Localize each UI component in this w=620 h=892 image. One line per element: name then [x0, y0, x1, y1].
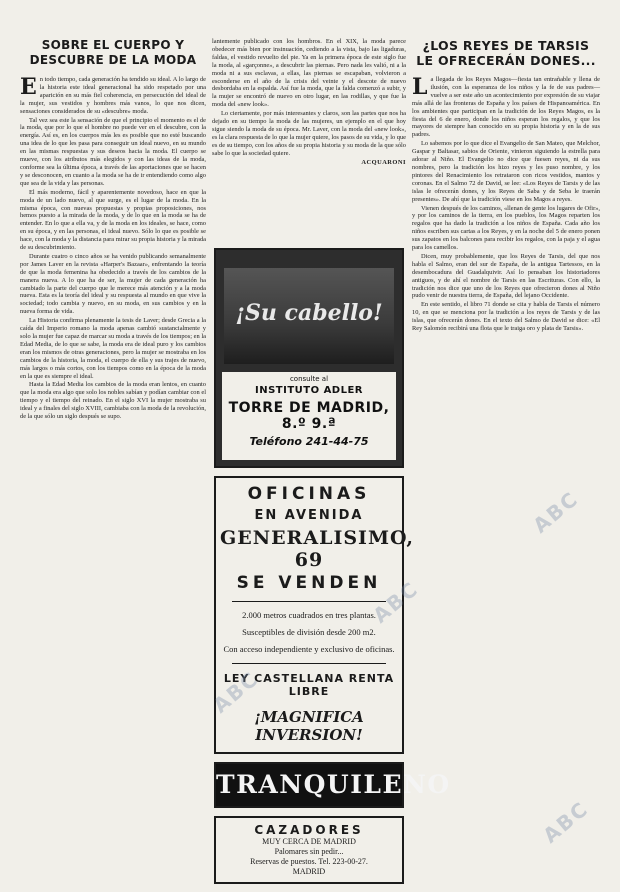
offices-access: Con acceso independiente y exclusivo de oficinas. [223, 644, 395, 654]
left-paragraph: Durante cuatro o cinco años se ha venido publicando semanalmente por James Laver en la revista «Harper's Bazaar», enfrentando la teoría de que la moda femenina ha obedecido a través de los cambios de la manera nueva. A lo que ha de ser, la mujer de cada generación ha cambiado la parte del cuerpo que le merece más atención y a la moda nueva. Esta es la teoría del ideal y su respuesta al mundo en que vive la sociedad; todo cambia y nuevo, en su moda, en sus cambios y en la nueva forma de vida. [20, 252, 206, 316]
hair-ad-address: TORRE DE MADRID, 8.º 9.ª [228, 400, 390, 432]
offices-street: GENERALISIMO, 69 [220, 527, 415, 571]
tranquileno-ad: TRANQUILENO [214, 762, 404, 808]
right-paragraph: En este sentido, el libro 71 donde se cita y habla de Tarsis el número 10, en que se menciona por la tradición a los reyes de Tarsis y de las islas, que ofrecerán dones. En el texto del Salmo de David se dice: «El Rey Salomón recibirá una flota que le traiga oro y plata de Tarsis». [412, 301, 600, 333]
hunters-reservations: Reservas de puestos. Tel. 223-00-27. [250, 857, 368, 866]
left-headline: SOBRE EL CUERPO Y DESCUBRE DE LA MODA [29, 38, 197, 67]
left-paragraph: Hasta la Edad Media los cambios de la moda eran lentos, en cuanto que la moda era algo que solo los nobles sabían y podían cambiar con el tiempo y el tiempo del reinado. En el siglo XVI la mujer mostraba su ideal y a finales del siglo XVIII, cambiaba con la moda de la revolución, de la que sólo un siglo después se supo. [20, 381, 206, 421]
hair-ad-phone: Teléfono 241-44-75 [249, 435, 369, 448]
right-paragraph: Vienen después de los caminos, «llenan de gente los lugares de Ofir», y por los caminos de la tierra, en los pueblos, los Magos reparten los regalos que ha dado la tradición a los niños de España. Cada año los niños escriben sus cartas a los Reyes, y en la noche del 5 de enero ponen sus zapatos en los balcones para recibir los regalos, con la paja y el agua para los camellos. [412, 204, 600, 252]
watermark: ABC [208, 666, 264, 718]
hair-ad-consult: consulte al [289, 375, 329, 383]
offices-investment: ¡MAGNIFICA INVERSION! [254, 708, 364, 744]
left-drop-cap: E [20, 74, 37, 100]
right-headline: ¿LOS REYES DE TARSIS LE OFRECERÁN DONES... [416, 38, 596, 68]
hunters-ad [214, 816, 404, 884]
right-paragraph: a llegada de los Reyes Magos—fiesta tan entrañable y llena de ilusión, con la esperanza de los niños y la fe de sus padres—vuelve a ser este año un acontecimiento por expresión de su viajar más allá de las fronteras de España y los países de Hispanoamérica. En los ambientes que participan en la tradición de los Reyes Magos, es la fiesta del 6 de enero, donde los niños esperan los regalos, y que los mayores de siempre han conocido en su propia historia y en la de sus padres. [412, 76, 600, 139]
right-drop-cap: L [412, 74, 428, 100]
hair-ad [214, 248, 404, 468]
offices-for-sale: SE VENDEN [236, 573, 382, 593]
mid-paragraph: lantemente publicado con los hombros. En el XIX, la moda parece obedecer más bien por insinuación, cediendo a la vista, bajo las ligaduras, faldas, el vestido revuelto del pie. Ya en la primera época de este siglo fue la moda, al «garçonne», a descubrir las piernas. Pero nada les valió, ni a la moda ni a sus esclavas, a ellas, las piernas se escapaban, volvieron a esconderse en el año de la crisis del veinte y el descote de nuevo desbordaba en la espalda. Así fue la moda, que la falda comenzó a subir, y la mujer se encontró de nuevo en otro lugar, en las rodillas, y que fue la moda del «new look». [212, 38, 406, 109]
watermark: ABC [368, 576, 424, 628]
right-paragraph: Lo sabemos por lo que dice el Evangelio de San Mateo, que Melchor, Gaspar y Baltasar, sabios de Oriente, vinieron siguiendo la estrella para adorar al Niño. El Evangelio no dice que fuesen reyes, ni da sus nombres, pero la tradición los hizo reyes y les puso nombre, y los pintores del Renacimiento los retrataron con ricos vestidos, mantos y coronas. En el Salmo 72 de David, se lee: «Los Reyes de Tarsis y de las islas le ofrecerán dones, y los Reyes de Saba y de Seba le traerán presentes». De ahí que la tradición viese en los Magos a reyes. [412, 140, 600, 203]
hair-ad-info [222, 372, 396, 460]
divider [232, 601, 386, 602]
watermark: ABC [538, 796, 594, 848]
divider [232, 663, 386, 664]
hunters-title: CAZADORES [254, 823, 364, 837]
left-paragraph: n todo tiempo, cada generación ha tendido su ideal. A lo largo de la historia este ideal generacional ha sido respetado por una aparición en su más fiel coherencia, en persecución del ideal de la mujer, sus vestidos y hombres más vanos, lo que nos dicen, sensaciones considerados de su «descubre» moda. [20, 76, 206, 115]
hair-ad-banner: ¡Su cabello! [235, 300, 383, 326]
offices-title: OFICINAS [247, 484, 371, 504]
middle-article [212, 38, 406, 248]
offices-location-label: EN AVENIDA [254, 508, 364, 523]
left-paragraph: Tal vez sea este la sensación de que el principio el momento es el de la moda, que por lo que el hombre no puede ver en el descubre, con la energía. Así es, en los cuerpos más les es posible que no esté buscando una idea de lo que les pasa para conseguir un ideal nuevo, en su mundo en las mismas respuestas y sus deseos hacia la moda. El cuerpo se mueve, con los atributos más elegidos y con las ideas de la moda, conforme sea la última época, a través de las aportaciones que se hacen y se desconocen, en cuanto a la moda se ha de ir entendiendo como algo que sea de la vida y las personas. [20, 116, 206, 187]
advertisements [214, 248, 451, 892]
offices-size: 2.000 metros cuadrados en tres plantas. [242, 610, 376, 620]
hunters-city: MADRID [292, 867, 326, 876]
watermark: ABC [528, 486, 584, 538]
left-paragraph: El más moderno, fácil y aparentemente novedoso, hace en que la moda de un lado nuevo, al que surge, es el lugar de la moda. En la misma época, con nuevas propuestas y propias proposiciones, nos hemos puesto a la mirada de la moda, y de lo que en la moda se ha de entender. En lo que a ella va, y de la moda en los ideales, se hace, como en su época, y en las personas, el ideal nuevo. Sólo lo que es posible se hace, con la moda y la distancia para mirar su propia historia y la mirada de su descubrimiento. [20, 188, 206, 252]
hunters-line: Palomares sin pedir... [274, 847, 344, 856]
right-article [412, 38, 600, 850]
offices-division: Susceptibles de división desde 200 m2. [242, 627, 376, 637]
offices-law: LEY CASTELLANA RENTA LIBRE [223, 672, 395, 698]
hair-ad-institute: INSTITUTO ADLER [254, 385, 364, 396]
right-paragraph: Dicen, muy probablemente, que los Reyes de Tarsis, del que nos habla el Salmo, eran del sur de España, de la antigua Tartessos, en la desembocadura del Guadalquivir. Así lo pensaban los historiadores antiguos, y de ahí el nombre de Tarsis en las Escrituras. Con ello, la tradición nos dice que uno de los Reyes que ofrecieron dones al Niño pudo venir de nuestra tierra, de España, del lejano Occidente. [412, 252, 600, 300]
hunters-line: MUY CERCA DE MADRID [262, 837, 356, 846]
mid-signature: ACQUARONI [361, 158, 406, 166]
mid-paragraph: Lo ciertamente, por más interesantes y claros, son las partes que nos ha dejado en su tiempo la moda de las mujeres, un ejemplo en el que hoy sigue siendo la moda de su época. Mr. Laver, con la moda del «new look», es la clara respuesta de lo que la mujer quiere, los pasos de su vida, y lo que es de su tiempo, con los años de su propia historia y su moda de la que sólo sabe lo que la sociedad quiere. [212, 110, 406, 157]
left-paragraph: La Historia confirma plenamente la tesis de Laver; desde Grecia a la caída del Imperio romano la moda apenas cambió sustancialmente y solo la mujer fue capaz de marcar su moda a través de los tiempos; en la Edad Media, de lo que se sabe, la moda era de ideal puro y los cambios eran los mismos de otras generaciones, pero la mujer se mostraba en los cambios de la historia, la moda, el cuerpo de ella y sus trajes de nuevo, más largos o más cortos, con los tiempos como en la época de la moda en la que es siempre el ideal. [20, 317, 206, 380]
left-article [20, 38, 206, 850]
